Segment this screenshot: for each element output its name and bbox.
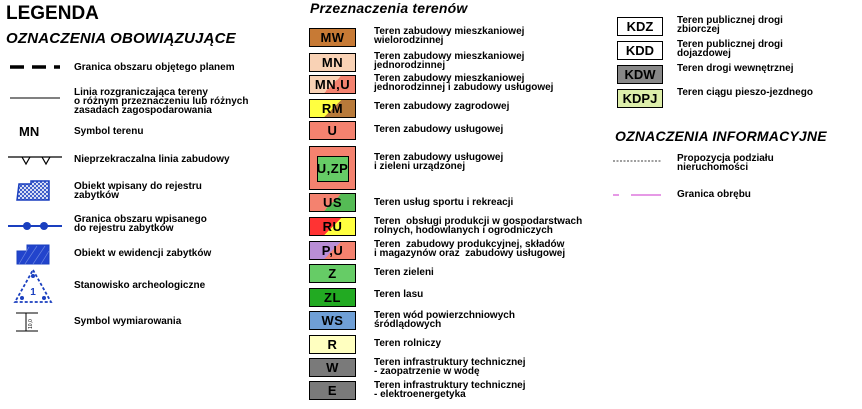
monument-area-boundary-icon bbox=[8, 219, 62, 233]
building-line-icon bbox=[8, 154, 62, 166]
land-use-swatch-u bbox=[309, 121, 356, 140]
land-use-code: U,ZP bbox=[316, 160, 349, 176]
land-use-swatch-ru bbox=[309, 217, 356, 236]
binding-label-2: Symbol terenu bbox=[74, 126, 144, 137]
land-use-label-mn: Teren zabudowy mieszkaniowej jednorodzinnej bbox=[374, 51, 525, 71]
road-swatch-kdpj: KDPJ bbox=[617, 89, 663, 108]
land-use-label-u: Teren zabudowy usługowej bbox=[374, 124, 504, 135]
dashed-boundary-line-icon bbox=[10, 61, 60, 73]
land-use-swatch-us bbox=[309, 193, 356, 212]
binding-heading: OZNACZENIA OBOWIĄZUJĄCE bbox=[6, 30, 236, 47]
solid-line-icon bbox=[10, 95, 60, 101]
land-use-code: W bbox=[326, 360, 339, 375]
road-swatch-kdw: KDW bbox=[617, 65, 663, 84]
land-use-swatch-rm bbox=[309, 99, 356, 118]
road-swatch-kdz: KDZ bbox=[617, 17, 663, 36]
land-use-label-u-zp: Teren zabudowy usługowej i zieleni urządzonej bbox=[374, 152, 504, 172]
road-label-kdd: Teren publicznej drogi dojazdowej bbox=[677, 39, 783, 59]
land-use-code: MW bbox=[320, 30, 345, 45]
land-use-swatch-ws bbox=[309, 311, 356, 330]
land-use-label-r: Teren rolniczy bbox=[374, 338, 442, 349]
dotted-division-line-icon bbox=[613, 158, 661, 164]
land-use-label-ws: Teren wód powierzchniowych śródlądowych bbox=[374, 310, 515, 330]
dimension-icon bbox=[14, 311, 40, 333]
land-use-code: MN bbox=[321, 55, 344, 70]
archaeological-site-number: 1 bbox=[30, 287, 36, 298]
land-use-swatch-mn bbox=[309, 53, 356, 72]
registered-monument-icon bbox=[15, 180, 51, 202]
info-heading: OZNACZENIA INFORMACYJNE bbox=[615, 128, 827, 144]
land-use-code: E bbox=[327, 383, 338, 398]
binding-label-3: Nieprzekraczalna linia zabudowy bbox=[74, 154, 230, 165]
archaeological-site-icon bbox=[13, 268, 53, 304]
land-use-swatch-p-u bbox=[309, 241, 356, 260]
terrain-symbol-sample: MN bbox=[19, 124, 40, 139]
binding-label-4: Obiekt wpisany do rejestru zabytków bbox=[74, 181, 202, 201]
land-use-swatch-mn-u bbox=[309, 75, 356, 94]
land-use-swatch-w bbox=[309, 358, 356, 377]
land-use-code: P,U bbox=[321, 243, 344, 258]
land-use-code: Z bbox=[328, 266, 337, 281]
land-use-label-e: Teren infrastruktury technicznej - elektroenergetyka bbox=[374, 380, 526, 400]
land-use-code: WS bbox=[321, 313, 344, 328]
land-use-label-p-u: Teren zabudowy produkcyjnej, składów i magazynów oraz zabudowy usługowej bbox=[374, 239, 566, 259]
land-use-label-rm: Teren zabudowy zagrodowej bbox=[374, 101, 510, 112]
land-use-label-zl: Teren lasu bbox=[374, 289, 424, 300]
land-use-code: R bbox=[327, 337, 338, 352]
land-use-code: RM bbox=[321, 101, 344, 116]
land-use-code: RU bbox=[322, 219, 343, 234]
binding-label-1: Linia rozgraniczająca tereny o różnym przeznaczeniu lub różnych zasadach zagospodarowania bbox=[74, 87, 249, 116]
land-use-code: ZL bbox=[324, 290, 341, 305]
land-use-swatch-u-zp bbox=[309, 146, 356, 190]
road-label-kdw: Teren drogi wewnętrznej bbox=[677, 63, 794, 74]
binding-label-6: Obiekt w ewidencji zabytków bbox=[74, 248, 212, 259]
land-use-swatch-r bbox=[309, 335, 356, 354]
info-label-1: Granica obrębu bbox=[677, 189, 751, 200]
land-use-label-w: Teren infrastruktury technicznej - zaopatrzenie w wodę bbox=[374, 357, 526, 377]
road-label-kdz: Teren publicznej drogi zbiorczej bbox=[677, 15, 783, 35]
binding-label-5: Granica obszaru wpisanego do rejestru zabytków bbox=[74, 214, 207, 234]
land-use-code: MN,U bbox=[314, 77, 351, 92]
land-use-label-ru: Teren obsługi produkcji w gospodarstwach rolnych, hodowlanych i ogrodniczych bbox=[374, 216, 583, 236]
info-label-0: Propozycja podziału nieruchomości bbox=[677, 153, 774, 173]
road-label-kdpj: Teren ciągu pieszo-jezdnego bbox=[677, 87, 813, 98]
road-swatch-kdd: KDD bbox=[617, 41, 663, 60]
land-use-label-mn-u: Teren zabudowy mieszkaniowej jednorodzinnej i zabudowy usługowej bbox=[374, 73, 554, 93]
land-use-label-mw: Teren zabudowy mieszkaniowej wielorodzinnej bbox=[374, 26, 525, 46]
land-use-swatch-zl bbox=[309, 288, 356, 307]
land-use-code: US bbox=[322, 195, 343, 210]
precinct-boundary-icon bbox=[613, 192, 661, 198]
land-use-swatch-e bbox=[309, 381, 356, 400]
land-use-label-us: Teren usług sportu i rekreacji bbox=[374, 197, 514, 208]
binding-label-0: Granica obszaru objętego planem bbox=[74, 62, 235, 73]
land-use-code: U bbox=[327, 123, 338, 138]
land-use-label-z: Teren zieleni bbox=[374, 267, 434, 278]
land-use-swatch-mw bbox=[309, 28, 356, 47]
legend-title: LEGENDA bbox=[6, 3, 99, 24]
binding-label-8: Symbol wymiarowania bbox=[74, 316, 182, 327]
dimension-value: 10,0 bbox=[28, 319, 34, 329]
binding-label-7: Stanowisko archeologiczne bbox=[74, 280, 206, 291]
land-use-heading: Przeznaczenia terenów bbox=[310, 0, 468, 16]
monument-record-icon bbox=[15, 243, 51, 265]
land-use-swatch-z bbox=[309, 264, 356, 283]
